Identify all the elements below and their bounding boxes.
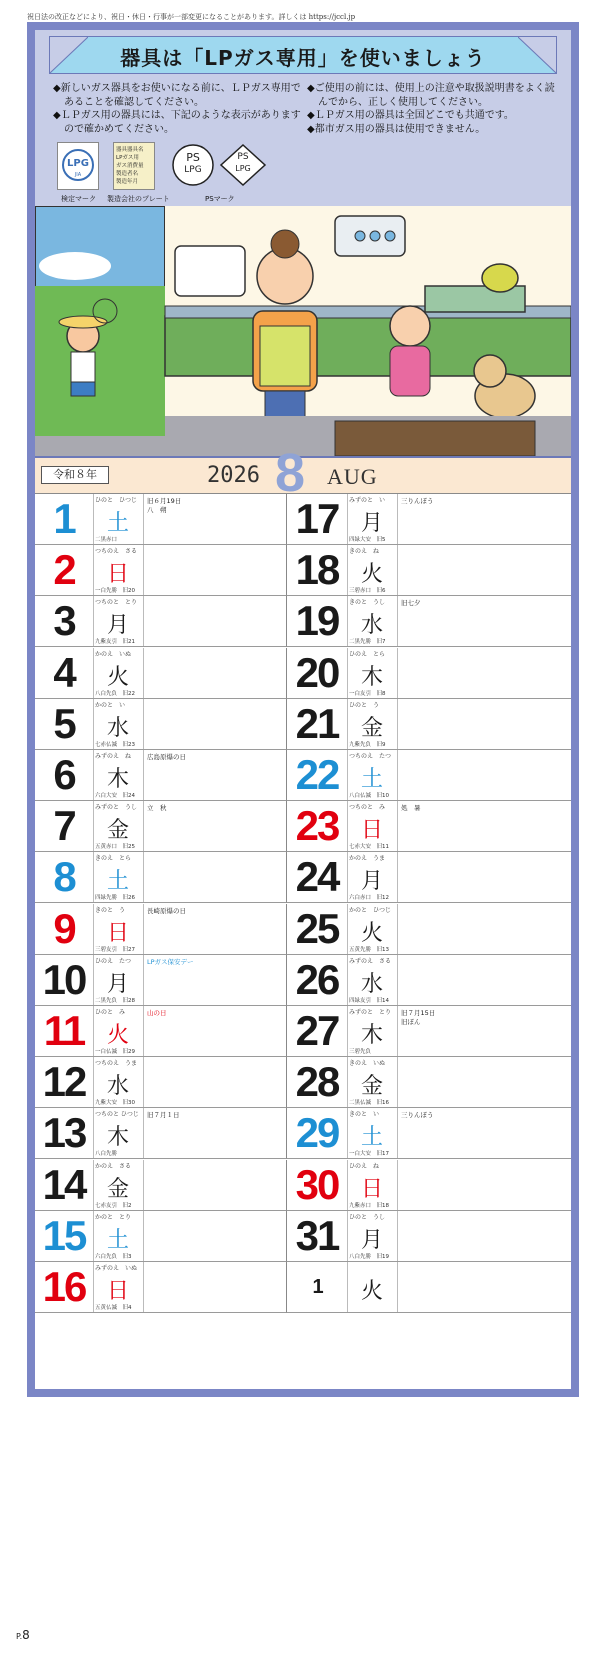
weekday-cell <box>93 852 144 902</box>
rokuyo-label: 一白先勝 旧20 <box>95 588 135 595</box>
kettle <box>482 264 518 292</box>
rokuyo-label: 八白先勝 <box>95 1151 118 1158</box>
kanshi-label: きのと い <box>349 1111 380 1119</box>
plate-line: ガス消費量 <box>116 163 144 169</box>
rokuyo-label: 三碧先負 <box>349 1049 372 1055</box>
weekday-label: 日 <box>106 920 129 946</box>
day-number: 13 <box>35 1108 94 1158</box>
kanshi-label: かのと ひつじ <box>349 906 392 914</box>
weekday-label: 水 <box>106 1074 129 1100</box>
ps-circle-label: PS <box>186 151 200 164</box>
weekday-cell <box>347 852 398 902</box>
lpg-mark-sub: JIA <box>74 172 82 178</box>
weekday-label: 木 <box>106 767 129 792</box>
weekday-label: 金 <box>360 715 383 741</box>
weekday-cell <box>347 904 398 954</box>
rokuyo-label: 三碧赤口 旧6 <box>349 588 386 595</box>
day-number: 28 <box>287 1057 348 1107</box>
note-line: ◆都市ガス用の器具は使用できません。 <box>307 123 486 135</box>
weekday-cell <box>347 699 398 749</box>
rokuyo-label: 二黒先負 旧28 <box>95 997 135 1004</box>
weekday-label: 木 <box>106 1125 129 1151</box>
kanshi-label: つちのえ たつ <box>349 753 392 760</box>
plate-line: 製造者名 <box>116 171 139 177</box>
day-number: 23 <box>287 801 348 851</box>
kanshi-label: きのと う <box>95 906 126 914</box>
rokuyo-label: 四緑先勝 旧26 <box>95 895 135 902</box>
kanshi-label: きのえ ね <box>349 548 380 556</box>
rokuyo-label: 八白仏滅 旧10 <box>349 793 389 799</box>
weekday-label: 月 <box>106 971 129 997</box>
day-number: 17 <box>287 494 348 544</box>
weekday-cell <box>347 1262 398 1312</box>
day-row <box>35 1160 287 1211</box>
day-number: 26 <box>287 955 348 1005</box>
day-number: 29 <box>287 1108 348 1158</box>
day-row <box>287 1006 571 1057</box>
weekday-label: 金 <box>106 818 129 844</box>
rokuyo-label: 六白先負 旧3 <box>95 1253 132 1260</box>
day-number: 3 <box>35 596 94 646</box>
event-note: 三りんぼう <box>401 1111 434 1120</box>
weekday-label: 日 <box>360 1176 383 1202</box>
rokuyo-label: 六白大安 旧24 <box>95 793 135 799</box>
weekday-label: 月 <box>360 869 383 895</box>
day-row <box>35 1211 287 1262</box>
weekday-cell <box>347 1108 398 1158</box>
day-row <box>287 1211 571 1262</box>
event-note: 処 暑 <box>401 804 421 813</box>
ps-diamond-sub: LPG <box>235 164 251 173</box>
note-line: ◆ＬＰガス用の器具は全国どこでも共通です。 <box>307 110 514 121</box>
day-number: 9 <box>35 904 94 954</box>
day-number: 19 <box>287 596 348 646</box>
event-note: 三りんぼう <box>401 497 434 505</box>
girl-figure <box>390 306 430 346</box>
event-note: 旧７月15日 旧ぼん <box>401 1009 436 1026</box>
weekday-cell <box>347 1211 398 1261</box>
calendar-sheet <box>35 30 571 1389</box>
weekday-cell <box>93 699 144 749</box>
day-number: 20 <box>287 648 348 698</box>
weekday-cell <box>93 596 144 646</box>
plate-lines <box>116 146 144 186</box>
weekday-cell <box>347 648 398 698</box>
day-row <box>287 1160 571 1211</box>
weekday-label: 火 <box>360 920 383 946</box>
weekday-cell <box>347 801 398 851</box>
day-row <box>35 1057 287 1108</box>
rokuyo-label: 五黄仏滅 旧4 <box>95 1305 132 1311</box>
weekday-label: 土 <box>360 767 383 792</box>
rokuyo-label: 一白友引 旧8 <box>349 690 386 697</box>
lpg-mark-label: LPG <box>67 158 89 169</box>
weekday-cell <box>93 648 144 698</box>
kanshi-label: きのえ いぬ <box>349 1060 386 1068</box>
weekday-cell <box>93 904 144 954</box>
day-number: 25 <box>287 904 348 954</box>
rokuyo-label: 三碧友引 旧27 <box>95 946 135 953</box>
maker-plate <box>113 142 155 190</box>
day-row <box>287 1057 571 1108</box>
day-number: 22 <box>287 750 348 800</box>
kanshi-label: つちのえ うま <box>95 1060 138 1068</box>
weekday-cell <box>347 750 398 800</box>
weekday-label: 金 <box>360 1074 383 1100</box>
rokuyo-label: 九紫先負 旧9 <box>349 741 386 748</box>
day-number: 21 <box>287 699 348 749</box>
weekday-cell <box>347 1006 398 1056</box>
rokuyo-label: 二黒先勝 旧7 <box>349 639 386 646</box>
rokuyo-label: 八白先負 旧22 <box>95 690 135 697</box>
weekday-cell <box>347 1057 398 1107</box>
weekday-label: 火 <box>106 1023 129 1048</box>
weekday-label: 日 <box>360 818 383 844</box>
kanshi-label: みずのえ いぬ <box>95 1265 138 1272</box>
ps-diamond-label: PS <box>237 152 249 162</box>
event-note: 立 秋 <box>147 804 167 813</box>
rokuyo-label: 二黒赤口 <box>95 537 118 543</box>
rokuyo-label: 五黄赤口 旧25 <box>95 844 135 851</box>
notes-right <box>307 82 562 136</box>
counter <box>165 316 571 376</box>
kanshi-label: ひのえ とら <box>349 650 386 658</box>
kanshi-label: ひのと う <box>349 701 380 709</box>
day-row <box>35 801 287 852</box>
weekday-label: 日 <box>106 1279 129 1304</box>
day-number: 10 <box>35 955 94 1005</box>
day-number: 1 <box>35 494 94 544</box>
weekday-cell <box>93 1108 144 1158</box>
day-row <box>287 1262 571 1313</box>
rokuyo-label: 七赤友引 旧2 <box>95 1202 132 1209</box>
rokuyo-label: 一白仏滅 旧29 <box>95 1049 135 1055</box>
weekday-cell <box>93 955 144 1005</box>
rokuyo-label: 四緑友引 旧14 <box>349 997 389 1004</box>
day-row <box>287 596 571 647</box>
header-month: 8 <box>275 443 306 503</box>
weekday-label: 火 <box>360 1279 383 1304</box>
plate-line: 器具器具名 <box>116 147 144 153</box>
rokuyo-label: 五黄先勝 旧13 <box>349 946 389 953</box>
kanshi-label: かのと とり <box>95 1213 132 1221</box>
weekday-label: 月 <box>360 1227 383 1253</box>
weekday-label: 月 <box>106 613 129 639</box>
day-number: 7 <box>35 801 94 851</box>
plate-line: 製造年月 <box>116 179 139 185</box>
weekday-label: 水 <box>360 971 383 997</box>
kanshi-label: ひのと うし <box>349 1213 386 1221</box>
weekday-cell <box>347 596 398 646</box>
day-row <box>35 699 287 750</box>
day-row <box>35 1108 287 1159</box>
weekday-cell <box>347 545 398 595</box>
event-note: LPガス保安デー <box>147 957 194 966</box>
kanshi-label: ひのえ たつ <box>95 957 132 965</box>
day-number: 11 <box>35 1006 94 1056</box>
weekday-label: 日 <box>106 562 129 588</box>
weekday-label: 土 <box>106 511 129 536</box>
rokuyo-label: 二黒仏滅 旧16 <box>349 1100 389 1107</box>
rokuyo-label: 一白大安 旧17 <box>349 1151 389 1158</box>
note-line: ◆ＬＰガス用の器具には、下記のような表示がありますので確かめてください。 <box>53 110 301 135</box>
day-row <box>287 750 571 801</box>
day-number: 6 <box>35 750 94 800</box>
notice-text: 祝日法の改正などにより、祝日・休日・行事が一部変更になることがあります。詳しくは https://jccl.jp <box>27 13 356 21</box>
poster-banner <box>49 36 557 74</box>
kanshi-label: みずのと うし <box>95 804 138 812</box>
day-row <box>35 1006 287 1057</box>
day-number: 12 <box>35 1057 94 1107</box>
day-row <box>35 1262 287 1313</box>
weekday-label: 金 <box>106 1176 129 1202</box>
kanshi-label: つちのと とり <box>95 599 138 607</box>
kanshi-label: みずのと とり <box>349 1009 392 1016</box>
weekday-label: 水 <box>360 613 383 639</box>
kanshi-label: みずのえ ね <box>95 753 132 760</box>
rokuyo-label: 六白赤口 旧12 <box>349 895 389 902</box>
weekday-label: 火 <box>360 562 383 588</box>
weekday-cell <box>347 1160 398 1210</box>
weekday-cell <box>93 801 144 851</box>
day-row <box>35 596 287 647</box>
weekday-label: 土 <box>360 1125 383 1151</box>
weekday-label: 木 <box>360 1023 383 1048</box>
weekday-cell <box>93 494 144 544</box>
kanshi-label: つちのえ さる <box>95 548 138 556</box>
kanshi-label: ひのえ ね <box>349 1162 380 1170</box>
weekday-label: 水 <box>106 715 129 741</box>
weekday-label: 月 <box>360 511 383 536</box>
day-row <box>35 904 287 955</box>
day-number: 31 <box>287 1211 348 1261</box>
rokuyo-label: 七赤仏滅 旧23 <box>95 741 135 748</box>
kanshi-label: つちのと み <box>349 804 386 812</box>
caption-plate: 製造会社のプレート <box>107 195 170 203</box>
day-number: 15 <box>35 1211 94 1261</box>
weekday-cell <box>93 545 144 595</box>
day-row <box>35 750 287 801</box>
weekday-cell <box>93 750 144 800</box>
day-number: 24 <box>287 852 348 902</box>
kanshi-label: かのと い <box>95 701 126 709</box>
poster-title: 器具は「LPガス専用」を使いましょう <box>120 46 486 70</box>
kanshi-label: つちのと ひつじ <box>95 1111 139 1119</box>
day-row <box>287 1108 571 1159</box>
kanshi-label: かのえ さる <box>95 1162 132 1170</box>
kanshi-label: ひのと ひつじ <box>95 497 138 504</box>
day-row <box>287 494 571 545</box>
page-prefix: P. <box>16 1632 23 1641</box>
day-row <box>287 852 571 903</box>
day-number: 5 <box>35 699 94 749</box>
day-row <box>287 699 571 750</box>
event-note: 旧７月１日 <box>147 1111 180 1120</box>
day-row <box>35 545 287 596</box>
kanshi-label: かのえ うま <box>349 855 386 863</box>
caption-ps: PSマーク <box>205 195 235 203</box>
header-year: 2026 <box>207 463 260 488</box>
day-number: 18 <box>287 545 348 595</box>
day-row <box>35 648 287 699</box>
weekday-label: 土 <box>106 1227 129 1253</box>
kanshi-label: みずのと い <box>349 497 386 504</box>
calendar-frame <box>27 22 579 1397</box>
event-note: 旧６月19日 八 朔 <box>147 497 182 514</box>
weekday-cell <box>347 494 398 544</box>
safety-poster <box>35 30 571 456</box>
day-number: 14 <box>35 1160 94 1210</box>
era-label: 令和８年 <box>41 466 109 484</box>
note-line: ◆新しいガス器具をお使いになる前に、ＬＰガス専用であることを確認してください。 <box>53 83 301 108</box>
calendar-grid <box>35 494 571 1389</box>
event-note: 山の日 <box>147 1009 167 1017</box>
kitchen-illustration <box>35 206 571 456</box>
notes-left <box>53 82 303 136</box>
kanshi-label: みずのえ さる <box>349 957 392 965</box>
weekday-cell <box>347 955 398 1005</box>
page-number <box>16 1628 30 1642</box>
inspection-mark <box>57 142 99 190</box>
header-month-en: AUG <box>327 464 378 489</box>
event-note: 長崎原爆の日 <box>147 906 186 915</box>
day-number: 16 <box>35 1262 94 1312</box>
weekday-label: 木 <box>360 664 383 690</box>
day-number: 27 <box>287 1006 348 1056</box>
kanshi-label: かのえ いぬ <box>95 650 132 658</box>
day-row <box>35 955 287 1006</box>
ps-circle-sub: LPG <box>184 165 202 175</box>
day-row <box>287 648 571 699</box>
event-note: 旧七夕 <box>401 599 421 608</box>
caption-inspection: 検定マーク <box>61 195 96 203</box>
weekday-label: 土 <box>106 869 129 895</box>
day-row <box>35 494 287 545</box>
day-row <box>287 801 571 852</box>
weekday-label: 火 <box>106 664 129 690</box>
kanshi-label: ひのと み <box>95 1009 126 1016</box>
rokuyo-label: 九紫大安 旧30 <box>95 1100 135 1107</box>
day-row <box>287 545 571 596</box>
weekday-cell <box>93 1211 144 1261</box>
kanshi-label: きのと うし <box>349 599 386 607</box>
day-row <box>287 904 571 955</box>
rokuyo-label: 八白先勝 旧19 <box>349 1253 389 1260</box>
day-row <box>287 955 571 1006</box>
event-note: 広島原爆の日 <box>147 753 186 761</box>
weekday-cell <box>93 1262 144 1312</box>
rokuyo-label: 七赤大安 旧11 <box>349 844 389 851</box>
plate-line: LPガス用 <box>116 155 139 161</box>
day-number: 2 <box>35 545 94 595</box>
rokuyo-label: 四緑大安 旧5 <box>349 537 386 543</box>
rokuyo-label: 九紫赤口 旧18 <box>349 1202 389 1209</box>
note-line: ◆ご使用の前には、使用上の注意や取扱説明書をよく読んでから、正しく使用してください。 <box>307 83 555 108</box>
kanshi-label: きのえ とら <box>95 855 132 863</box>
weekday-cell <box>93 1057 144 1107</box>
weekday-cell <box>93 1160 144 1210</box>
day-number: 8 <box>35 852 94 902</box>
day-number: 4 <box>35 648 94 698</box>
day-row <box>35 852 287 903</box>
day-number: 30 <box>287 1160 348 1210</box>
day-number: 1 <box>287 1262 348 1312</box>
weekday-cell <box>93 1006 144 1056</box>
rokuyo-label: 九紫友引 旧21 <box>95 639 135 646</box>
page-number-value: 8 <box>22 1628 30 1642</box>
